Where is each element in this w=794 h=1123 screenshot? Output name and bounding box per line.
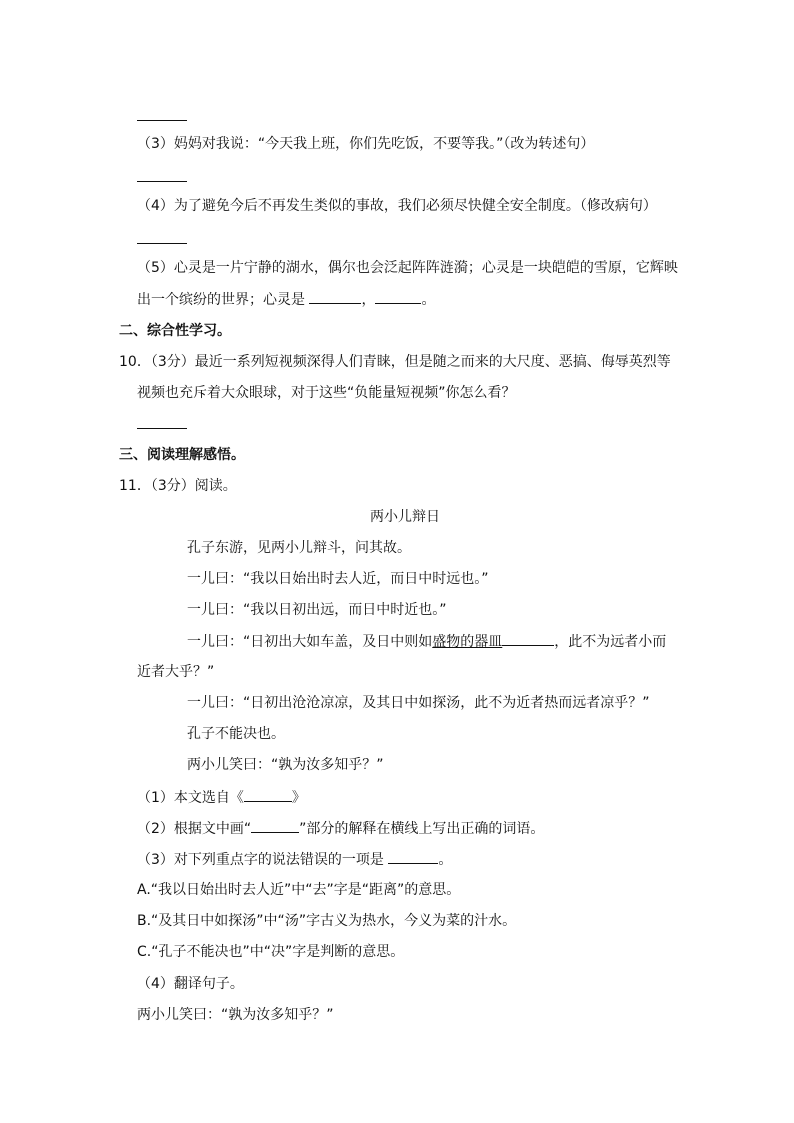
- option-b: B.“及其日中如探汤”中“汤”字古义为热水，今义为菜的汁水。: [137, 913, 517, 929]
- question-10-line2: 视频也充斥着大众眼球，对于这些“负能量短视频”你怎么看？: [137, 385, 516, 401]
- sub-question-3: （3）对下列重点字的说法错误的一项是 。: [137, 849, 452, 870]
- sub-question-1: （1）本文选自《 》: [137, 787, 306, 808]
- passage-para-4-cont: 近者大乎？”: [137, 664, 215, 680]
- passage-para-7: 两小儿笑曰：“孰为汝多知乎？”: [187, 757, 384, 773]
- fill-blank-5b[interactable]: [375, 289, 421, 304]
- sub-question-2: （2）根据文中画“ ”部分的解释在横线上写出正确的词语。: [137, 818, 544, 839]
- answer-blank-2[interactable]: [137, 120, 187, 121]
- section-2-heading: 二、综合性学习。: [119, 323, 231, 339]
- fill-blank-11-word[interactable]: [502, 631, 554, 646]
- translate-sentence: 两小儿笑曰：“孰为汝多知乎？”: [137, 1007, 334, 1023]
- option-c: C.“孔子不能决也”中“决”字是判断的意思。: [137, 944, 405, 960]
- passage-para-5: 一儿曰：“日初出沧沧凉凉，及其日中如探汤，此不为近者热而远者凉乎？”: [187, 695, 650, 711]
- passage-title: 两小儿辩日: [370, 509, 440, 525]
- question-10-line1: 10．（3分）最近一系列短视频深得人们青睐，但是随之而来的大尺度、恶搞、侮辱英烈等: [119, 354, 671, 370]
- fill-blank-5a[interactable]: [309, 289, 361, 304]
- passage-para-2: 一儿曰：“我以日始出时去人近，而日中时远也。”: [187, 571, 489, 587]
- section-3-heading: 三、阅读理解感悟。: [119, 447, 245, 463]
- passage-para-4: 一儿曰：“日初出大如车盖，及日中则如盛物的器皿 ，此不为远者小而: [187, 631, 666, 652]
- option-a: A.“我以日始出时去人近”中“去”字是“距离”的意思。: [137, 882, 461, 898]
- question-9-5-line2: 出一个缤纷的世界；心灵是 ， 。: [137, 289, 435, 310]
- underlined-phrase: 盛物的器皿: [432, 634, 503, 650]
- passage-para-1: 孔子东游，见两小儿辩斗，问其故。: [187, 540, 411, 556]
- sub-question-4: （4）翻译句子。: [137, 976, 244, 992]
- question-9-5-line1: （5）心灵是一片宁静的湖水，偶尔也会泛起阵阵涟漪；心灵是一块皑皑的雪原，它辉映: [137, 260, 678, 276]
- passage-para-3: 一儿曰：“我以日初出远，而日中时近也。”: [187, 602, 447, 618]
- fill-blank-quote[interactable]: [251, 818, 299, 833]
- passage-para-6: 孔子不能决也。: [187, 726, 285, 742]
- fill-blank-source[interactable]: [244, 787, 292, 802]
- fill-blank-choice[interactable]: [388, 849, 438, 864]
- question-9-4: （4）为了避免今后不再发生类似的事故，我们必须尽快健全安全制度。（修改病句）: [137, 198, 657, 214]
- answer-blank-10[interactable]: [137, 428, 187, 429]
- answer-blank-3[interactable]: [137, 181, 187, 182]
- answer-blank-4[interactable]: [137, 243, 187, 244]
- question-11-intro: 11．（3分）阅读。: [119, 478, 237, 494]
- question-9-3: （3）妈妈对我说：“今天我上班，你们先吃饭，不要等我。”（改为转述句）: [137, 136, 595, 152]
